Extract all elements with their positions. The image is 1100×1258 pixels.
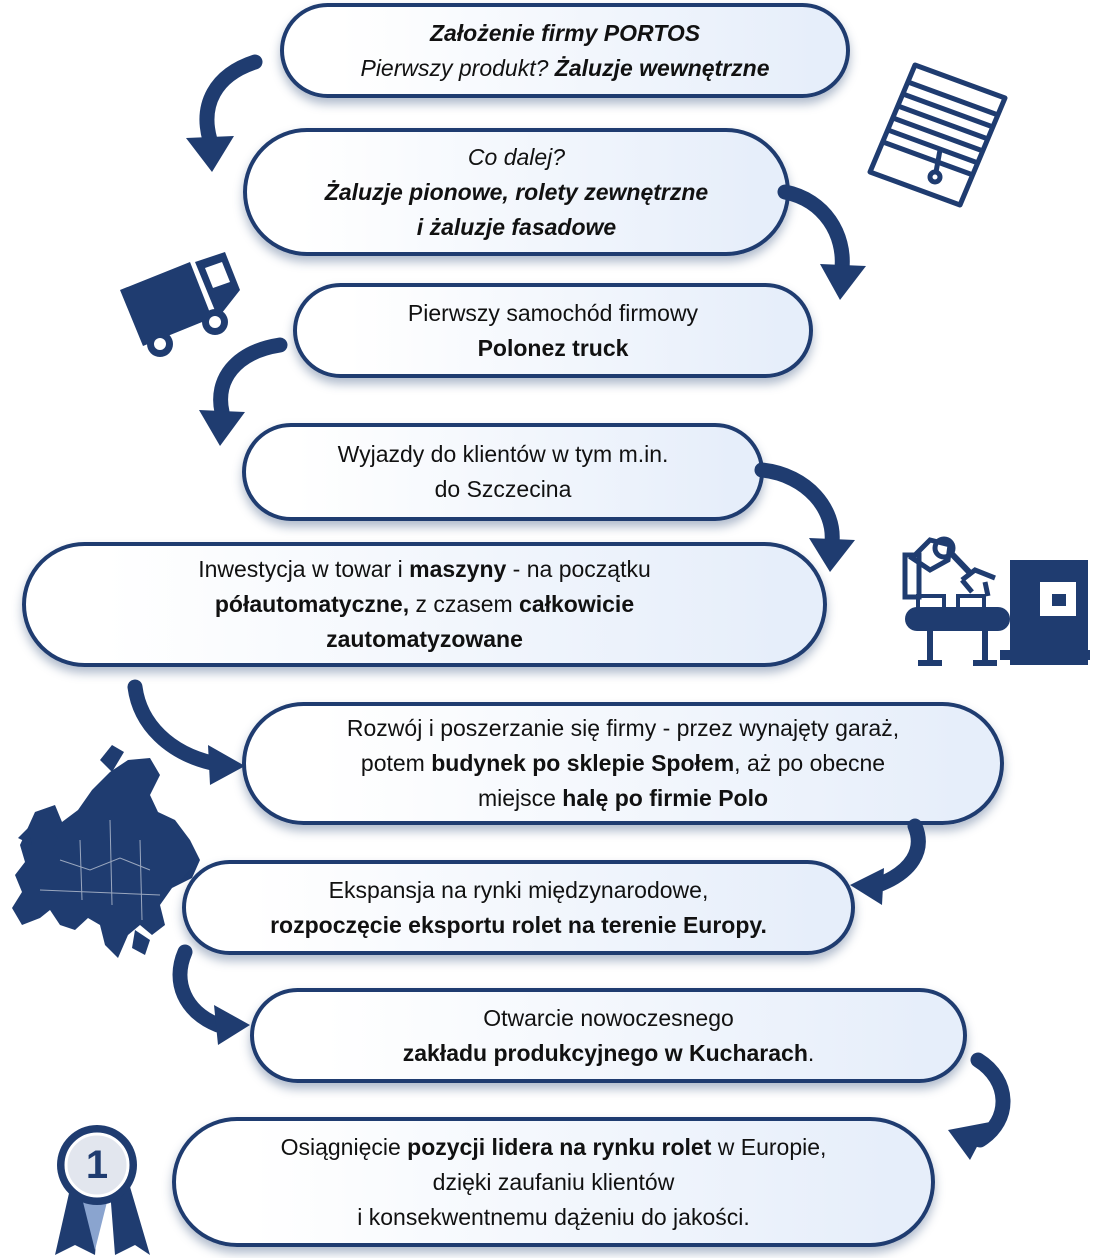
step-6-line-1: Rozwój i poszerzanie się firmy - przez wynajęty garaż, — [346, 715, 900, 741]
arrow-2-to-3 — [785, 192, 842, 268]
step-1-line-1: Założenie firmy PORTOS — [429, 19, 701, 46]
step-3-line-1: Pierwszy samochód firmowy — [407, 299, 699, 326]
step-5-line-2: półautomatyczne, z czasem całkowicie — [214, 591, 635, 617]
step-9-line-1: Osiągnięcie pozycji lidera na rynku rolet w Europie, — [280, 1133, 827, 1160]
arrow-3-to-4 — [221, 345, 280, 412]
medal-number: 1 — [85, 1143, 109, 1187]
step-1-line-2: Pierwszy produkt? Żaluzje wewnętrzne — [360, 54, 770, 81]
step-7-line-2: rozpoczęcie eksportu rolet na terenie Europy. — [270, 911, 767, 938]
step-2-line-2: Żaluzje pionowe, rolety zewnętrzne — [324, 178, 709, 205]
step-2-line-1: Co dalej? — [467, 143, 566, 170]
step-8-line-1: Otwarcie nowoczesnego — [483, 1004, 734, 1031]
arrow-7-to-8 — [180, 952, 218, 1025]
arrow-1-to-2 — [207, 62, 255, 140]
step-8-line-2: zakładu produkcyjnego w Kucharach. — [402, 1039, 815, 1066]
step-5-line-1: Inwestycja w towar i maszyny - na początku — [198, 556, 651, 582]
step-6-line-3: miejsce halę po firmie Polo — [477, 785, 769, 811]
step-6-line-2: potem budynek po sklepie Społem, aż po obecne — [360, 750, 886, 776]
step-4-line-2: do Szczecina — [434, 476, 572, 502]
step-2-line-3: i żaluzje fasadowe — [416, 213, 617, 240]
arrow-4-to-5 — [762, 470, 832, 542]
arrow-6-to-7 — [878, 826, 918, 885]
arrow-5-to-6 — [135, 687, 212, 763]
step-4-line-1: Wyjazdy do klientów w tym m.in. — [337, 441, 669, 467]
step-9-line-3: i konsekwentnemu dążeniu do jakości. — [357, 1203, 750, 1230]
step-5-line-3: zautomatyzowane — [326, 626, 523, 652]
step-7-line-1: Ekspansja na rynki międzynarodowe, — [328, 876, 709, 903]
step-3-line-2: Polonez truck — [477, 334, 629, 361]
step-9-line-2: dzięki zaufaniu klientów — [432, 1168, 675, 1195]
